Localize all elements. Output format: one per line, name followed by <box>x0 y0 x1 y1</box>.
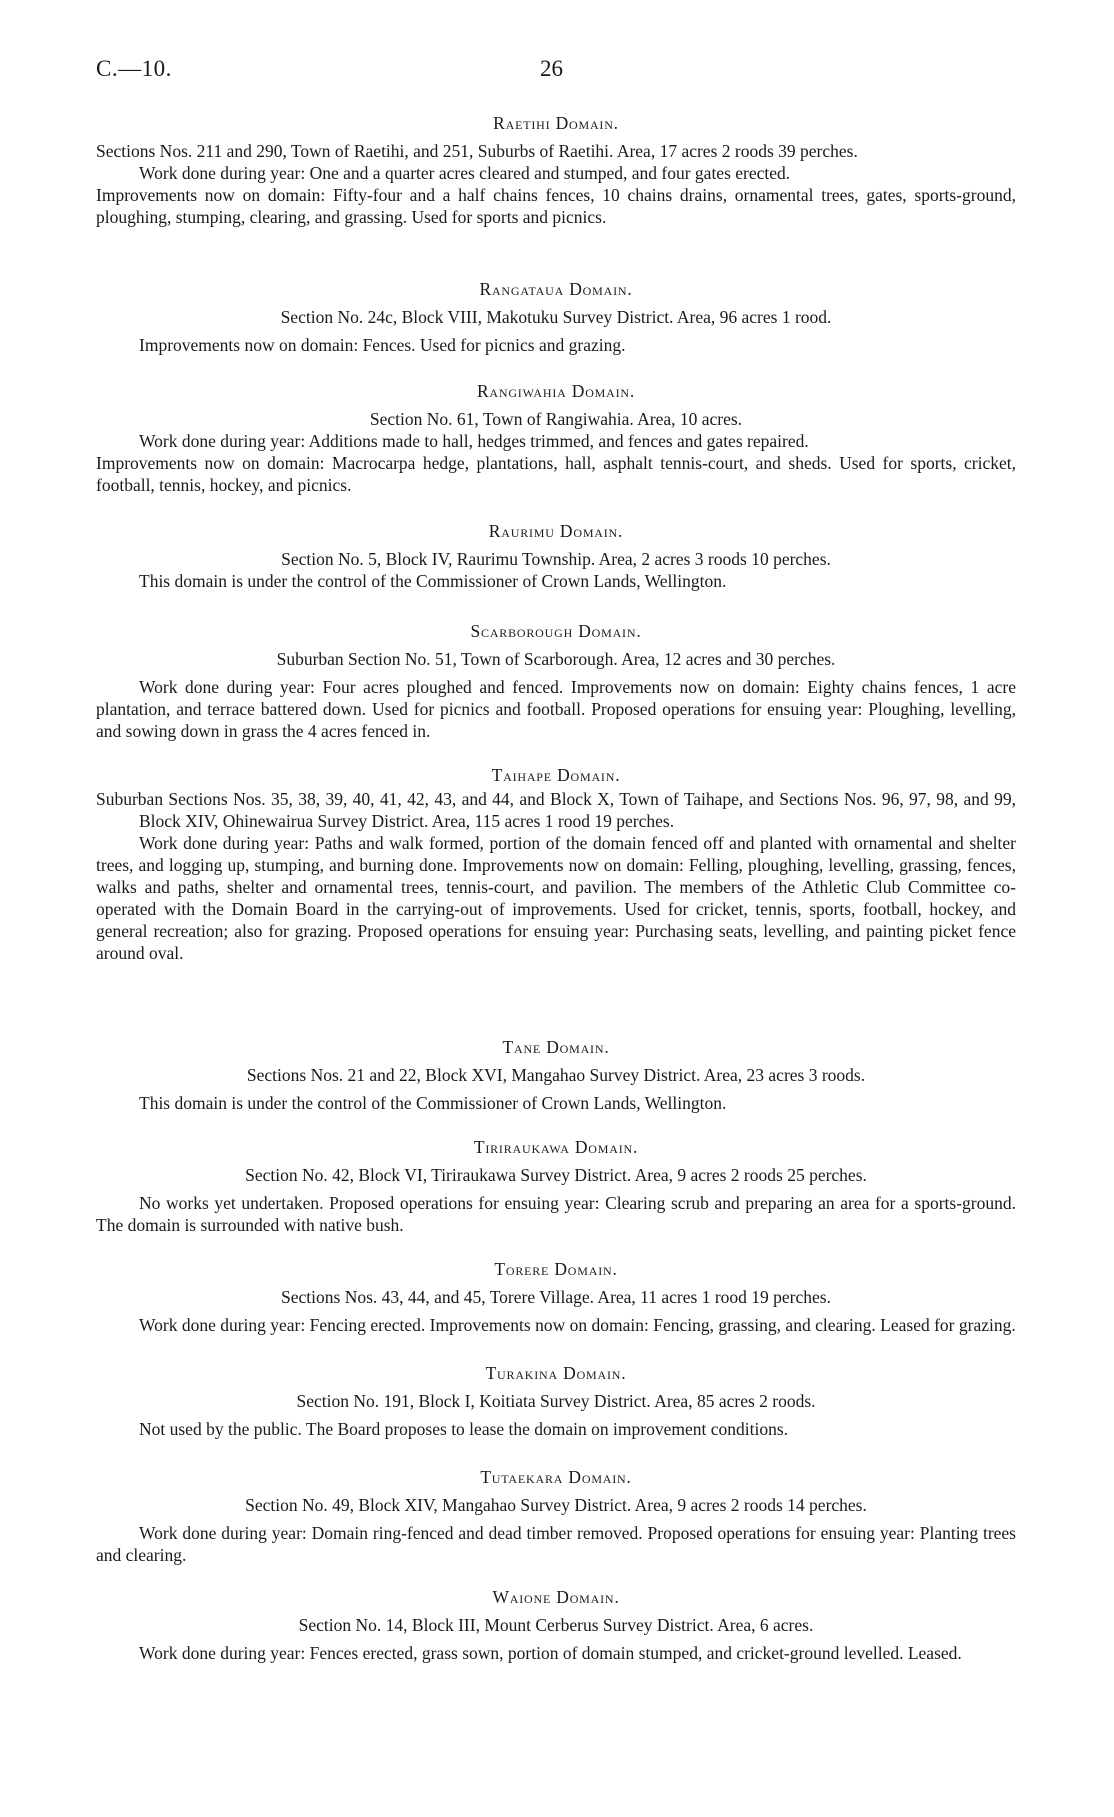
domain-section-rangataua <box>96 278 1016 356</box>
section-paragraph: Improvements now on domain: Fifty-four and a half chains fences, 10 chains drains, ornamental trees, gates, sports-ground, ploughing, stumping, clearing, and grassing. Used for sports and picnics. <box>96 185 1016 227</box>
section-paragraph: No works yet undertaken. Proposed operations for ensuing year: Clearing scrub and preparing an area for a sports-ground. The domain is surrounded with native bush. <box>96 1193 1016 1235</box>
section-paragraph: Section No. 42, Block VI, Tiriraukawa Survey District. Area, 9 acres 2 roods 25 perches. <box>245 1165 867 1185</box>
section-paragraph: Suburban Section No. 51, Town of Scarborough. Area, 12 acres and 30 perches. <box>276 649 836 669</box>
section-title: Torere Domain. <box>494 1259 618 1279</box>
page-number: 26 <box>540 56 563 81</box>
section-paragraph: Section No. 49, Block XIV, Mangahao Survey District. Area, 9 acres 2 roods 14 perches. <box>245 1495 867 1515</box>
domain-section-torere <box>96 1258 1016 1336</box>
section-title: Rangiwahia Domain. <box>476 381 636 401</box>
section-title: Tane Domain. <box>502 1037 610 1057</box>
section-title: Tiriraukawa Domain. <box>473 1137 639 1157</box>
section-paragraph: Section No. 5, Block IV, Raurimu Township. Area, 2 acres 3 roods 10 perches. <box>281 549 831 569</box>
domain-section-waione <box>96 1586 1016 1664</box>
domain-section-taihape <box>96 764 1016 964</box>
section-paragraph: Not used by the public. The Board proposes to lease the domain on improvement conditions. <box>139 1419 789 1439</box>
section-paragraph: This domain is under the control of the Commissioner of Crown Lands, Wellington. <box>139 571 727 591</box>
domain-section-tiriraukawa <box>96 1136 1016 1236</box>
domain-section-tane <box>96 1036 1016 1114</box>
section-paragraph: Sections Nos. 21 and 22, Block XVI, Mangahao Survey District. Area, 23 acres 3 roods. <box>246 1065 866 1085</box>
section-title: Taihape Domain. <box>491 765 621 785</box>
document-reference: C.—10. <box>96 56 172 81</box>
section-paragraph: Section No. 24c, Block VIII, Makotuku Survey District. Area, 96 acres 1 rood. <box>280 307 832 327</box>
section-paragraph: Section No. 191, Block I, Koitiata Survey District. Area, 85 acres 2 roods. <box>296 1391 816 1411</box>
section-paragraph: Improvements now on domain: Macrocarpa hedge, plantations, hall, asphalt tennis-court, and sheds. Used for sports, cricket, football, tennis, hockey, and picnics. <box>96 453 1016 495</box>
section-paragraph: Improvements now on domain: Fences. Used for picnics and grazing. <box>139 335 626 355</box>
domain-section-raurimu <box>96 520 1016 592</box>
section-title: Waione Domain. <box>492 1587 620 1607</box>
domain-section-rangiwahia <box>96 380 1016 496</box>
section-paragraph: Work done during year: Fences erected, grass sown, portion of domain stumped, and cricket-ground levelled. Leased. <box>139 1643 962 1663</box>
section-paragraph: Work done during year: Paths and walk formed, portion of the domain fenced off and planted with ornamental and shelter trees, and logging up, stumping, and burning done. Improvements now on domain: Felling, ploughing, levelling, grassing, fences, walks and paths, shelter and ornamental trees, tennis-court, and pavilion. The members of the Athletic Club Committee co-operated with the Domain Board in the carrying-out of improvements. Used for cricket, tennis, sports, football, hockey, and general recreation; also for grazing. Proposed operations for ensuing year: Purchasing seats, levelling, and painting picket fence around oval. <box>96 833 1016 963</box>
section-paragraph: This domain is under the control of the Commissioner of Crown Lands, Wellington. <box>139 1093 727 1113</box>
domain-section-turakina <box>96 1362 1016 1440</box>
section-paragraph: Work done during year: One and a quarter acres cleared and stumped, and four gates erected. <box>139 163 791 183</box>
section-paragraph: Section No. 14, Block III, Mount Cerberus Survey District. Area, 6 acres. <box>298 1615 814 1635</box>
section-paragraph: Work done during year: Four acres ploughed and fenced. Improvements now on domain: Eighty chains fences, 1 acre plantation, and terrace battered down. Used for picnics and football. Proposed operations for ensuing year: Ploughing, levelling, and sowing down in grass the 4 acres fenced in. <box>96 677 1016 741</box>
section-paragraph: Sections Nos. 211 and 290, Town of Raetihi, and 251, Suburbs of Raetihi. Area, 17 acres 2 roods 39 perches. <box>96 141 858 161</box>
section-title: Raurimu Domain. <box>488 521 624 541</box>
section-title: Rangataua Domain. <box>479 279 633 299</box>
section-paragraph: Suburban Sections Nos. 35, 38, 39, 40, 41, 42, 43, and 44, and Block X, Town of Taihape, and Sections Nos. 96, 97, 98, and 99, Block XIV, Ohinewairua Survey District. Area, 115 acres 1 rood 19 perches. <box>96 789 1016 831</box>
section-paragraph: Work done during year: Fencing erected. Improvements now on domain: Fencing, grassing, and clearing. Leased for grazing. <box>139 1315 1016 1335</box>
domain-section-scarborough <box>96 620 1016 742</box>
section-paragraph: Section No. 61, Town of Rangiwahia. Area, 10 acres. <box>369 409 743 429</box>
section-title: Turakina Domain. <box>485 1363 627 1383</box>
section-paragraph: Sections Nos. 43, 44, and 45, Torere Village. Area, 11 acres 1 rood 19 perches. <box>281 1287 831 1307</box>
section-title: Scarborough Domain. <box>470 621 642 641</box>
domain-section-raetihi <box>96 112 1016 228</box>
section-paragraph: Work done during year: Additions made to hall, hedges trimmed, and fences and gates repaired. <box>139 431 809 451</box>
section-paragraph: Work done during year: Domain ring-fenced and dead timber removed. Proposed operations for ensuing year: Planting trees and clearing. <box>96 1523 1016 1565</box>
section-title: Tutaekara Domain. <box>480 1467 632 1487</box>
section-title: Raetihi Domain. <box>493 113 619 133</box>
domain-section-tutaekara <box>96 1466 1016 1566</box>
